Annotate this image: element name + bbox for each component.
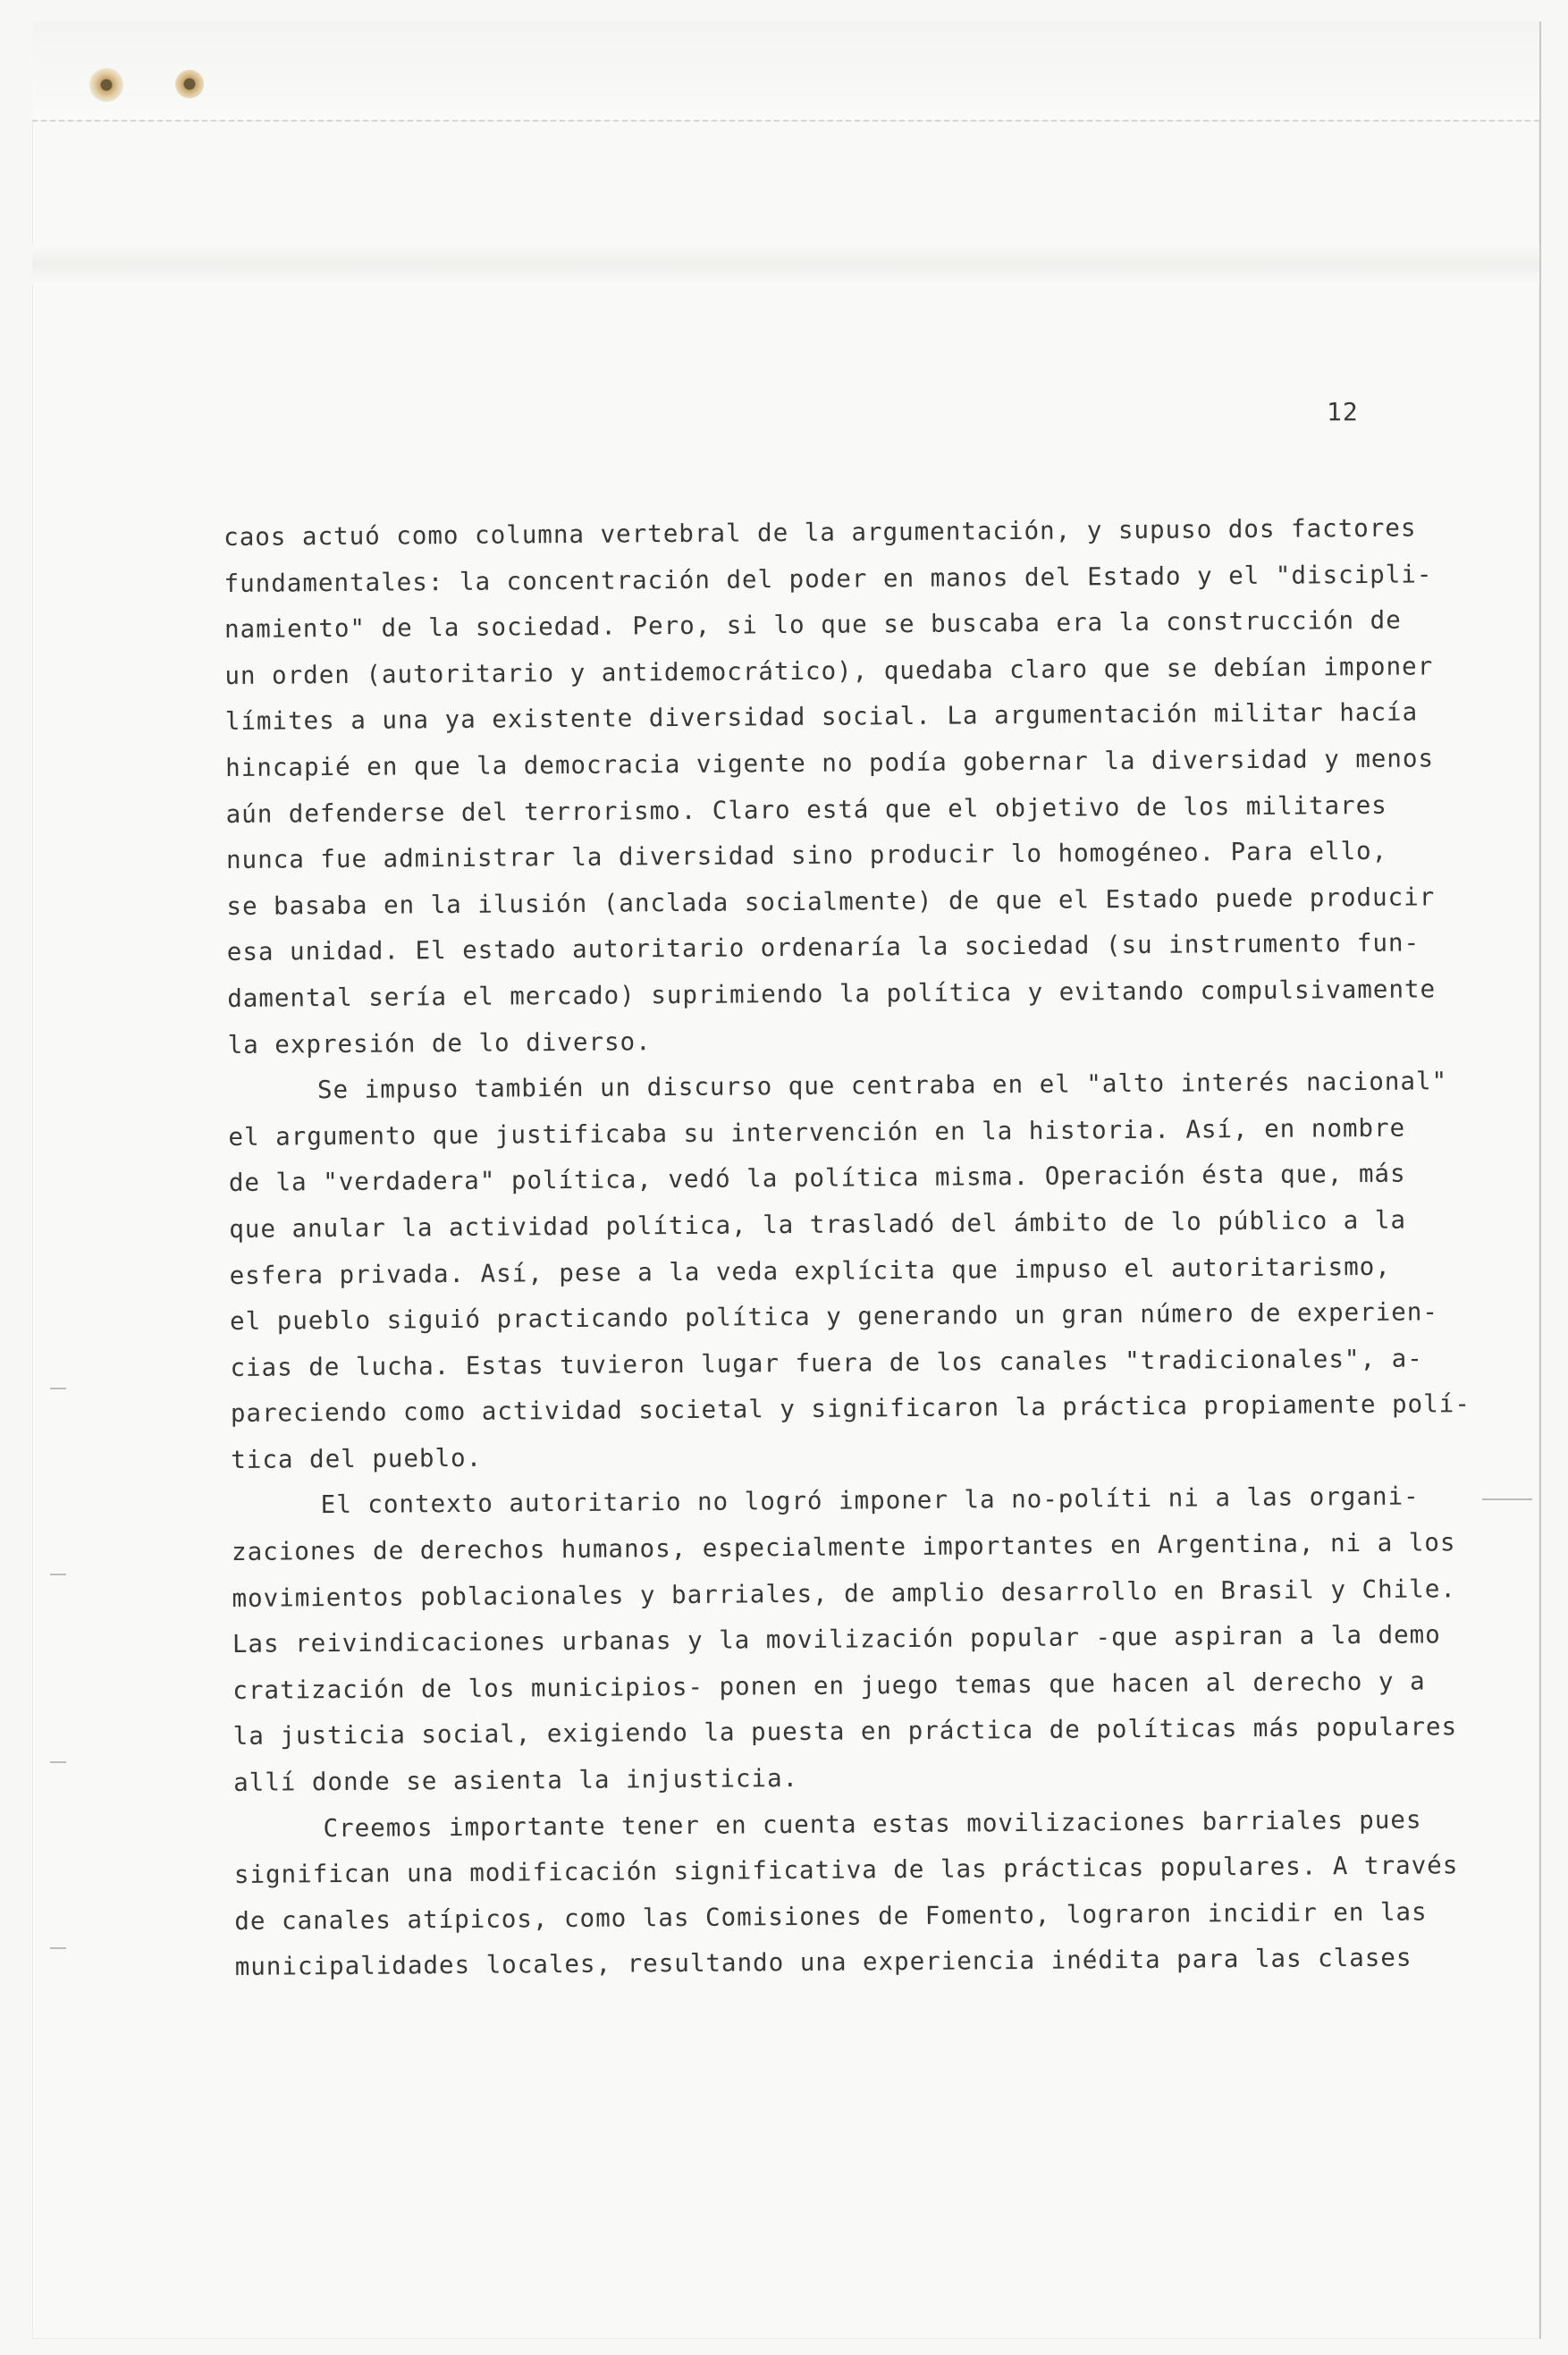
text-line: el pueblo siguió practicando política y generando un gran número de experien- bbox=[229, 1297, 1439, 1337]
margin-mark bbox=[50, 1388, 66, 1389]
text-line: Se impuso también un discurso que centraba en el "alto interés nacional" bbox=[316, 1067, 1448, 1105]
text-line: cias de lucha. Estas tuvieron lugar fuera de los canales "tradicionales", a- bbox=[230, 1344, 1423, 1382]
text-line: que anular la actividad política, la trasladó del ámbito de lo público a la bbox=[229, 1205, 1407, 1244]
text-line: zaciones de derechos humanos, especialmente importantes en Argentina, ni a los bbox=[231, 1528, 1456, 1567]
text-line: significan una modificación significativa de las prácticas populares. A través bbox=[233, 1851, 1459, 1890]
text-line: municipalidades locales, resultando una experiencia inédita para las clases bbox=[234, 1944, 1412, 1982]
margin-mark bbox=[1482, 1498, 1532, 1500]
text-line: hincapié en que la democracia vigente no podía gobernar la diversidad y menos bbox=[225, 744, 1435, 782]
paragraph bbox=[233, 1796, 1505, 1991]
punch-hole-1 bbox=[89, 68, 123, 102]
punch-hole-2 bbox=[175, 70, 204, 98]
text-line: caos actuó como columna vertebral de la argumentación, y supuso dos factores bbox=[223, 513, 1417, 552]
text-line: namiento" de la sociedad. Pero, si lo que se buscaba era la construcción de bbox=[223, 605, 1402, 645]
body-text bbox=[223, 505, 1505, 1991]
margin-mark bbox=[50, 1761, 66, 1763]
text-line: de la "verdadera" política, vedó la política misma. Operación ésta que, más bbox=[228, 1159, 1406, 1198]
text-line: Las reivindicaciones urbanas y la movilización popular -que aspiran a la demo bbox=[232, 1620, 1441, 1659]
text-line: allí donde se asienta la injusticia. bbox=[233, 1764, 799, 1797]
text-line: de canales atípicos, como las Comisiones de Fomento, lograron incidir en las bbox=[234, 1897, 1428, 1936]
margin-mark bbox=[50, 1947, 66, 1949]
text-line: aún defenderse del terrorismo. Claro está que el objetivo de los militares bbox=[225, 790, 1387, 829]
text-line: damental sería el mercado) suprimiendo la política y evitando compulsivamente bbox=[227, 975, 1437, 1013]
text-line: El contexto autoritario no logró imponer la no-políti ni a las organi- bbox=[320, 1481, 1420, 1520]
text-line: pareciendo como actividad societal y significaron la práctica propiamente polí- bbox=[230, 1389, 1471, 1429]
page-top-strip bbox=[32, 21, 1539, 122]
page-number: 12 bbox=[1327, 397, 1359, 426]
text-line: el argumento que justificaba su intervención en la historia. Así, en nombre bbox=[228, 1113, 1406, 1152]
text-line: cratización de los municipios- ponen en juego temas que hacen al derecho y a bbox=[232, 1667, 1426, 1705]
text-line: Creemos importante tener en cuenta estas movilizaciones barriales pues bbox=[323, 1805, 1422, 1843]
paragraph bbox=[232, 1473, 1504, 1806]
text-line: la justicia social, exigiendo la puesta en práctica de políticas más populares bbox=[232, 1712, 1458, 1751]
text-line: movimientos poblacionales y barriales, de amplio desarrollo en Brasil y Chile. bbox=[232, 1574, 1457, 1613]
text-line: la expresión de lo diverso. bbox=[227, 1026, 652, 1059]
document-page bbox=[32, 21, 1541, 2339]
text-line: nunca fue administrar la diversidad sino producir lo homogéneo. Para ello, bbox=[225, 836, 1388, 875]
text-line: fundamentales: la concentración del poder en manos del Estado y el "discipli- bbox=[223, 559, 1433, 598]
text-line: un orden (autoritario y antidemocrático), quedaba claro que se debían imponer bbox=[224, 652, 1434, 690]
paragraph bbox=[228, 1059, 1501, 1483]
text-line: esa unidad. El estado autoritario ordenaría la sociedad (su instrumento fun- bbox=[226, 928, 1420, 967]
margin-mark bbox=[50, 1574, 66, 1575]
paragraph bbox=[223, 505, 1497, 1068]
text-line: límites a una ya existente diversidad social. La argumentación militar hacía bbox=[224, 697, 1419, 737]
scan-shadow-band bbox=[32, 245, 1539, 284]
text-line: esfera privada. Así, pese a la veda explícita que impuso el autoritarismo, bbox=[229, 1252, 1391, 1290]
text-line: se basaba en la ilusión (anclada socialmente) de que el Estado puede producir bbox=[226, 882, 1436, 921]
text-line: tica del pueblo. bbox=[231, 1443, 483, 1474]
